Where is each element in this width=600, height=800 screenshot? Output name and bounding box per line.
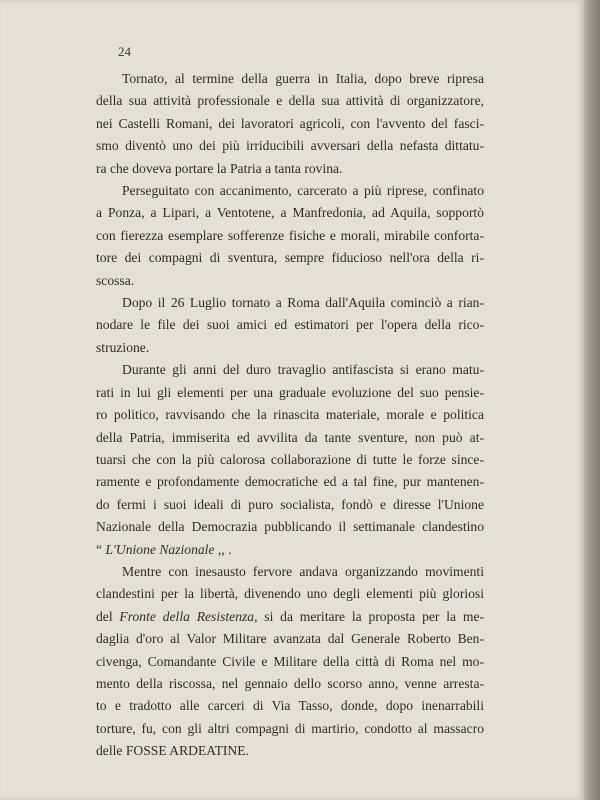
text-line: struzione. xyxy=(96,339,150,355)
page-edge xyxy=(584,0,600,800)
paragraph xyxy=(96,292,484,359)
paragraph xyxy=(96,68,484,180)
text-line: do fermi i suoi ideali di puro socialista, fondò e diresse l'Unione xyxy=(96,496,484,512)
text-line: a Ponza, a Lipari, a Ventotene, a Manfredonia, ad Aquila, sopportò xyxy=(96,205,484,221)
text-line: rati in lui gli elementi per una graduale evoluzione del suo pensie- xyxy=(96,384,484,400)
newspaper-title: L'Unione Nazionale xyxy=(105,541,215,557)
text-line: ro politico, ravvisando che la rinascita materiale, morale e politica xyxy=(96,407,484,423)
text-line: della sua attività professionale e della sua attività di organizzatore, xyxy=(96,93,484,109)
text-line: clandestini per la libertà, divenendo uno degli elementi più gloriosi xyxy=(96,586,484,602)
text-line: Mentre con inesausto fervore andava organizzando movimenti xyxy=(122,563,484,579)
text-line: Tornato, al termine della guerra in Italia, dopo breve ripresa xyxy=(122,71,484,86)
paragraph xyxy=(96,561,484,763)
text-line: Dopo il 26 Luglio tornato a Roma dall'Aquila cominciò a rian- xyxy=(122,295,484,311)
text-line: Durante gli anni del duro travaglio antifascista si erano matu- xyxy=(122,362,484,378)
close-quote: ,, . xyxy=(214,541,232,557)
paragraph xyxy=(96,180,484,292)
body-text xyxy=(96,68,484,763)
text-line xyxy=(96,606,484,628)
text-line: mento della riscossa, nel gennaio dello scorso anno, venne arresta- xyxy=(96,675,484,691)
text-segment: , si da meritare la proposta per la me- xyxy=(254,608,485,624)
text-line xyxy=(96,539,484,561)
text-line: delle FOSSE ARDEATINE. xyxy=(96,743,249,759)
text-line: daglia d'oro al Valor Militare avanzata dal Generale Roberto Ben- xyxy=(96,631,484,647)
text-line: nodare le file dei suoi amici ed estimatori per l'opera della rico- xyxy=(96,317,484,333)
text-line: nei Castelli Romani, dei lavoratori agricoli, con l'avvento del fasci- xyxy=(96,115,484,131)
open-quote: “ xyxy=(96,541,103,557)
text-line: con fierezza esemplare sofferenze fisiche e morali, mirabile conforta- xyxy=(96,227,484,243)
text-line: Perseguitato con accanimento, carcerato a più riprese, confinato xyxy=(122,183,484,199)
text-line: ra che doveva portare la Patria a tanta rovina. xyxy=(96,160,343,176)
page-number: 24 xyxy=(118,44,131,59)
text-line: smo diventò uno dei più irriducibili avversari della nefasta dittatu- xyxy=(96,138,484,154)
text-line: ramente e profondamente democratiche ed a tal fine, pur mantenen- xyxy=(96,474,484,490)
text-line: tuarsi che con la più calorosa collaborazione di tutte le forze since- xyxy=(96,451,484,467)
text-line: scossa. xyxy=(96,272,135,288)
text-line: civenga, Comandante Civile e Militare della città di Roma nel mo- xyxy=(96,653,484,669)
text-line: tore dei compagni di sventura, sempre fiducioso nell'ora della ri- xyxy=(96,250,484,266)
text-line: della Patria, immiserita ed avvilita da tante sventure, non può at- xyxy=(96,429,484,445)
text-line: Nazionale della Democrazia pubblicando il settimanale clandestino xyxy=(96,519,484,535)
text-segment: del xyxy=(96,608,120,624)
text-line: torture, fu, con gli altri compagni di martirio, condotto al massacro xyxy=(96,720,484,736)
paragraph xyxy=(96,359,484,561)
text-line: to e tradotto alle carceri di Via Tasso, donde, dopo inenarrabili xyxy=(96,698,484,714)
italic-phrase: Fronte della Resistenza xyxy=(119,608,255,624)
